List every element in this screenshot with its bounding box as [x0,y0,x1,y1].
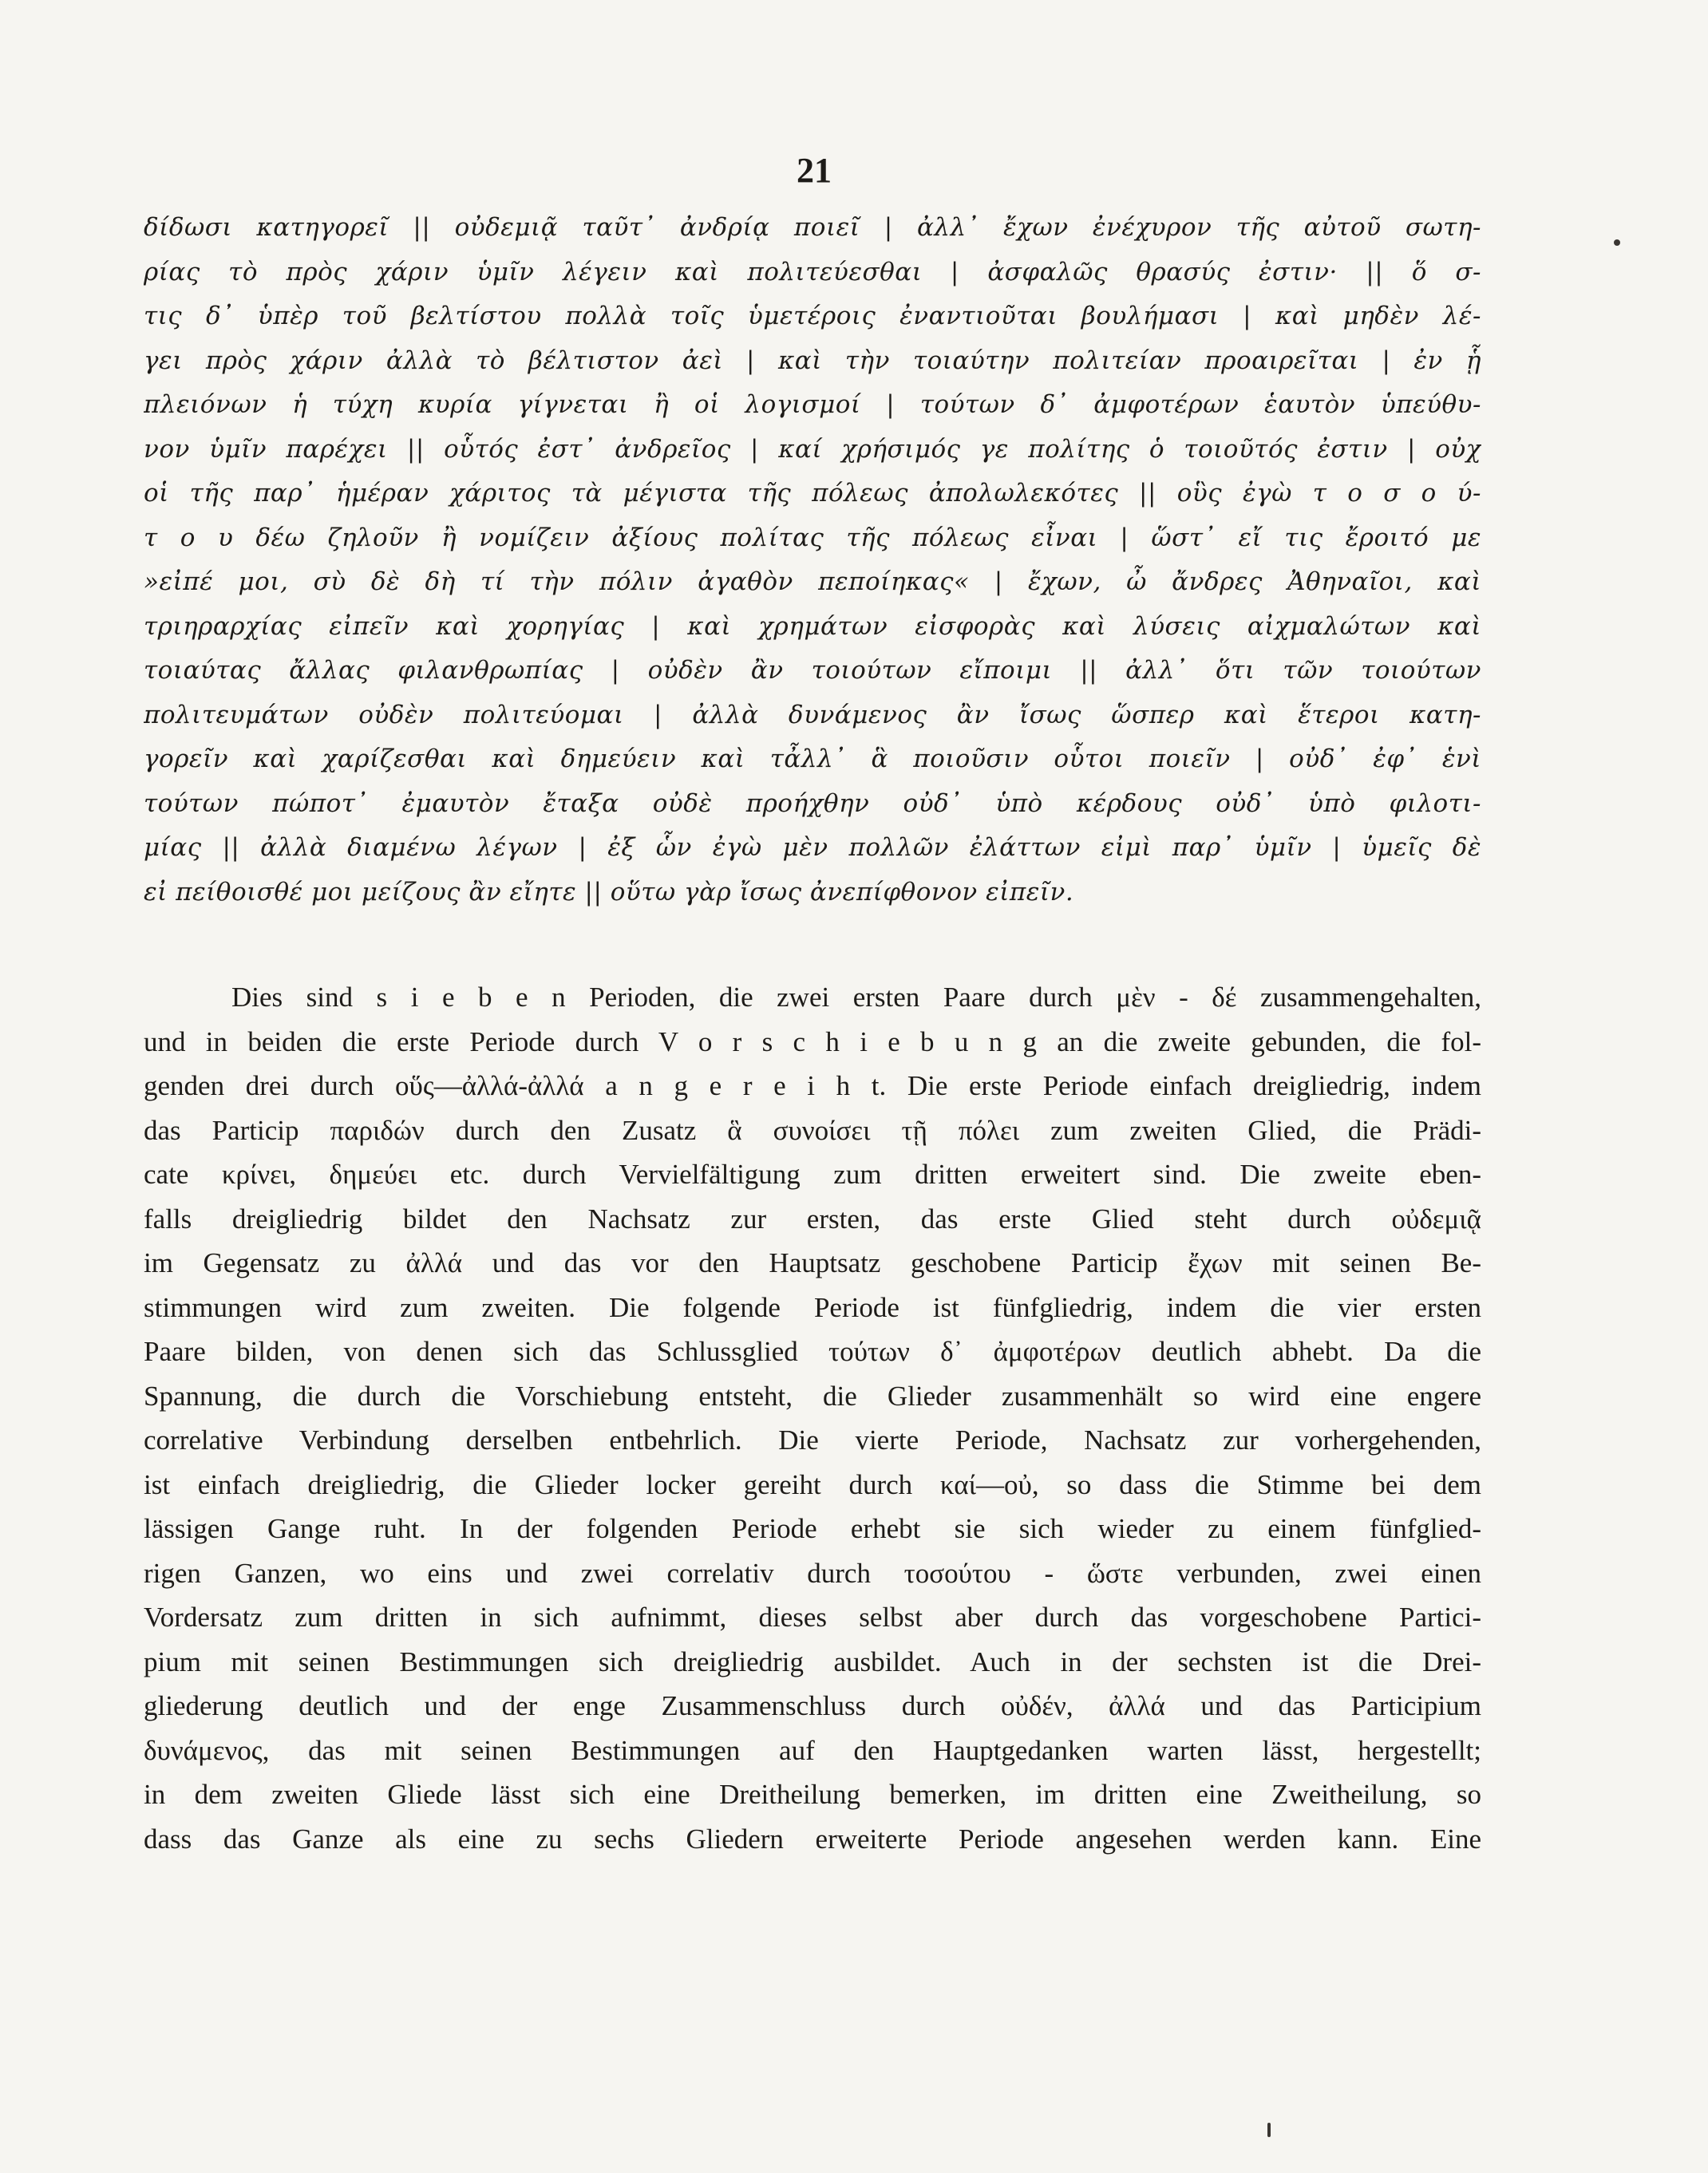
german-line: dass das Ganze als eine zu sechs Gliedern erweiterte Periode angesehen werden kann. Eine [144,1823,1481,1855]
greek-line: γει πρὸς χάριν ἀλλὰ τὸ βέλτιστον ἀεὶ | καὶ τὴν τοιαύτην πολιτείαν προαιρεῖται | ἐν ᾗ [144,346,1481,375]
greek-line: οἱ τῆς παρ᾽ ἡμέραν χάριτος τὰ μέγιστα τῆς πόλεως ἀπολωλεκότες || οὓς ἐγὼ τ ο σ ο ύ- [144,479,1481,508]
greek-line: τριηραρχίας εἰπεῖν καὶ χορηγίας | καὶ χρημάτων εἰσφορὰς καὶ λύσεις αἰχμαλώτων καὶ [144,611,1481,641]
print-speck [1267,2123,1271,2137]
german-line: lässigen Gange ruht. In der folgenden Periode erhebt sie sich wieder zu einem fünfglied- [144,1513,1481,1544]
german-line: rigen Ganzen, wo eins und zwei correlativ durch τοσούτου - ὥστε verbunden, zwei einen [144,1557,1481,1589]
commentary-paragraph [144,975,1481,1861]
german-line: gliederung deutlich und der enge Zusammenschluss durch οὐδέν, ἀλλά und das Participium [144,1690,1481,1721]
greek-line: πολιτευμάτων οὐδὲν πολιτεύομαι | ἀλλὰ δυνάμενος ἂν ἴσως ὥσπερ καὶ ἕτεροι κατη- [144,700,1481,729]
greek-line: τοιαύτας ἄλλας φιλανθρωπίας | οὐδὲν ἂν τοιούτων εἴποιμι || ἀλλ᾽ ὅτι τῶν τοιούτων [144,656,1481,685]
print-speck [1614,239,1620,246]
german-line: in dem zweiten Gliede lässt sich eine Dreitheilung bemerken, im dritten eine Zweitheilung, so [144,1779,1481,1810]
german-line: correlative Verbindung derselben entbehrlich. Die vierte Periode, Nachsatz zur vorhergehenden, [144,1424,1481,1456]
german-line: stimmungen wird zum zweiten. Die folgende Periode ist fünfgliedrig, indem die vier ersten [144,1291,1481,1323]
greek-line: τούτων πώποτ᾽ ἐμαυτὸν ἔταξα οὐδὲ προήχθην οὐδ᾽ ὑπὸ κέρδους οὐδ᾽ ὑπὸ φιλοτι- [144,788,1481,818]
german-line: und in beiden die erste Periode durch V o r s c h i e b u n g an die zweite gebunden, die fol- [144,1025,1481,1057]
german-line: pium mit seinen Bestimmungen sich dreigliedrig ausbildet. Auch in der sechsten ist die Drei- [144,1646,1481,1677]
german-line: cate κρίνει, δημεύει etc. durch Vervielfältigung zum dritten erweitert sind. Die zweite eben- [144,1159,1481,1190]
greek-quotation [144,206,1481,915]
german-line: das Particip παριδών durch den Zusatz ἃ συνοίσει τῇ πόλει zum zweiten Glied, die Prädi- [144,1114,1481,1146]
german-line: Vordersatz zum dritten in sich aufnimmt, dieses selbst aber durch das vorgeschobene Partici- [144,1602,1481,1633]
greek-line: ρίας τὸ πρὸς χάριν ὑμῖν λέγειν καὶ πολιτεύεσθαι | ἀσφαλῶς θρασύς ἐστιν· || ὅ σ- [144,257,1481,286]
german-line: genden drei durch οὕς—ἀλλά-ἀλλά a n g e r e i h t. Die erste Periode einfach dreigliedrig, indem [144,1070,1481,1101]
page-number: 21 [797,151,832,190]
german-line: falls dreigliedrig bildet den Nachsatz zur ersten, das erste Glied steht durch οὐδεμιᾷ [144,1203,1481,1235]
greek-line: τις δ᾽ ὑπὲρ τοῦ βελτίστου πολλὰ τοῖς ὑμετέροις ἐναντιοῦται βουλήμασι | καὶ μηδὲν λέ- [144,302,1481,330]
greek-line: τ ο υ δέω ζηλοῦν ἢ νομίζειν ἀξίους πολίτας τῆς πόλεως εἶναι | ὥστ᾽ εἴ τις ἔροιτό με [144,523,1481,552]
german-line: Paare bilden, von denen sich das Schlussglied τούτων δ᾽ ἀμφοτέρων deutlich abhebt. Da die [144,1336,1481,1367]
greek-line: πλειόνων ἡ τύχη κυρία γίγνεται ἢ οἱ λογισμοί | τούτων δ᾽ ἀμφοτέρων ἑαυτὸν ὑπεύθυ- [144,390,1481,419]
german-line: ist einfach dreigliedrig, die Glieder locker gereiht durch καί—οὐ, so dass die Stimme bei dem [144,1468,1481,1500]
german-line: Spannung, die durch die Vorschiebung entsteht, die Glieder zusammenhält so wird eine engere [144,1380,1481,1412]
greek-line: δίδωσι κατηγορεῖ || οὐδεμιᾷ ταῦτ᾽ ἀνδρίᾳ ποιεῖ | ἀλλ᾽ ἔχων ἐνέχυρον τῆς αὐτοῦ σωτη- [144,213,1481,242]
greek-line: νον ὑμῖν παρέχει || οὗτός ἐστ᾽ ἀνδρεῖος | καί χρήσιμός γε πολίτης ὁ τοιοῦτός ἐστιν | οὐχ [144,434,1481,464]
greek-line: μίας || ἀλλὰ διαμένω λέγων | ἐξ ὧν ἐγὼ μὲν πολλῶν ἐλάττων εἰμὶ παρ᾽ ὑμῖν | ὑμεῖς δὲ [144,833,1481,862]
greek-line: γορεῖν καὶ χαρίζεσθαι καὶ δημεύειν καὶ τἆλλ᾽ ἃ ποιοῦσιν οὗτοι ποιεῖν | οὐδ᾽ ἐφ᾽ ἑνὶ [144,745,1481,773]
german-line: Dies sind s i e b e n Perioden, die zwei ersten Paare durch μὲν - δέ zusammengehalten, [231,982,1481,1013]
greek-line: »εἰπέ μοι, σὺ δὲ δὴ τί τὴν πόλιν ἀγαθὸν πεποίηκας« | ἔχων, ὦ ἄνδρες Ἀθηναῖοι, καὶ [144,567,1481,596]
greek-line: εἰ πείθοισθέ μοι μείζους ἂν εἴητε || οὕτω γὰρ ἴσως ἀνεπίφθονον εἰπεῖν. [144,877,1074,907]
german-line: im Gegensatz zu ἀλλά und das vor den Hauptsatz geschobene Particip ἔχων mit seinen Be- [144,1247,1481,1278]
german-line: δυνάμενος, das mit seinen Bestimmungen auf den Hauptgedanken warten lässt, hergestellt; [144,1734,1481,1766]
